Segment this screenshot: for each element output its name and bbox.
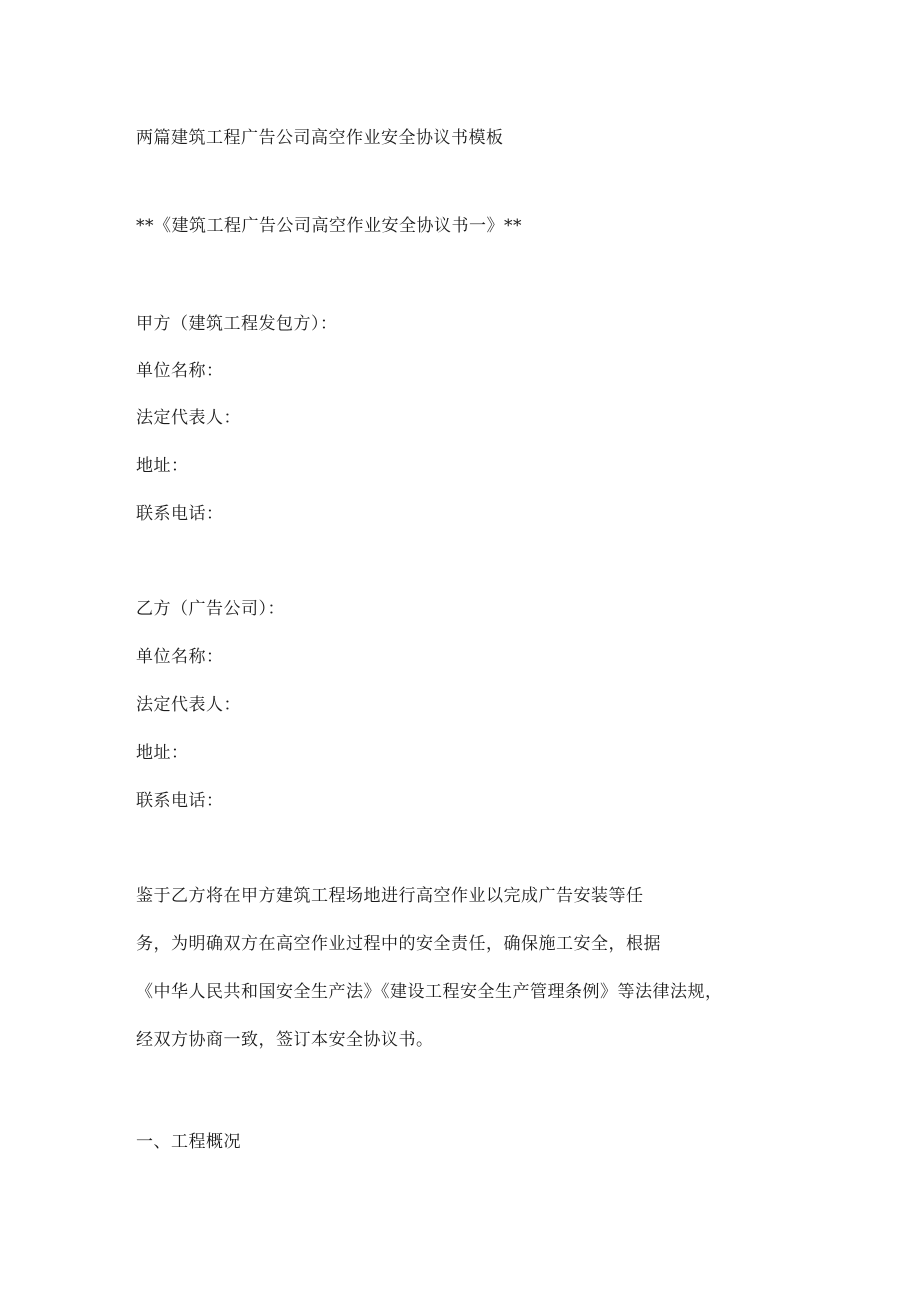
party-b-heading: 乙方（广告公司）： <box>136 599 285 619</box>
party-a-unit-name: 单位名称： <box>136 361 224 381</box>
party-a-phone: 联系电话： <box>136 504 224 524</box>
section-heading-1: 一、工程概况 <box>136 1132 241 1152</box>
party-b-address: 地址： <box>136 743 189 763</box>
preamble-line: 《中华人民共和国安全生产法》《建设工程安全生产管理条例》等法律法规， <box>136 982 723 1002</box>
preamble-line: 务，为明确双方在高空作业过程中的安全责任，确保施工安全，根据 <box>136 934 661 954</box>
preamble-line: 鉴于乙方将在甲方建筑工程场地进行高空作业以完成广告安装等任 <box>136 886 644 906</box>
party-b-legal-rep: 法定代表人： <box>136 695 241 715</box>
party-b-unit-name: 单位名称： <box>136 647 224 667</box>
party-a-legal-rep: 法定代表人： <box>136 408 241 428</box>
preamble-line: 经双方协商一致，签订本安全协议书。 <box>136 1030 434 1050</box>
party-a-heading: 甲方（建筑工程发包方）： <box>136 314 338 334</box>
party-b-phone: 联系电话： <box>136 791 224 811</box>
party-a-address: 地址： <box>136 456 189 476</box>
document-title: 两篇建筑工程广告公司高空作业安全协议书模板 <box>136 128 504 148</box>
document-subtitle: **《建筑工程广告公司高空作业安全协议书一》** <box>136 216 522 236</box>
